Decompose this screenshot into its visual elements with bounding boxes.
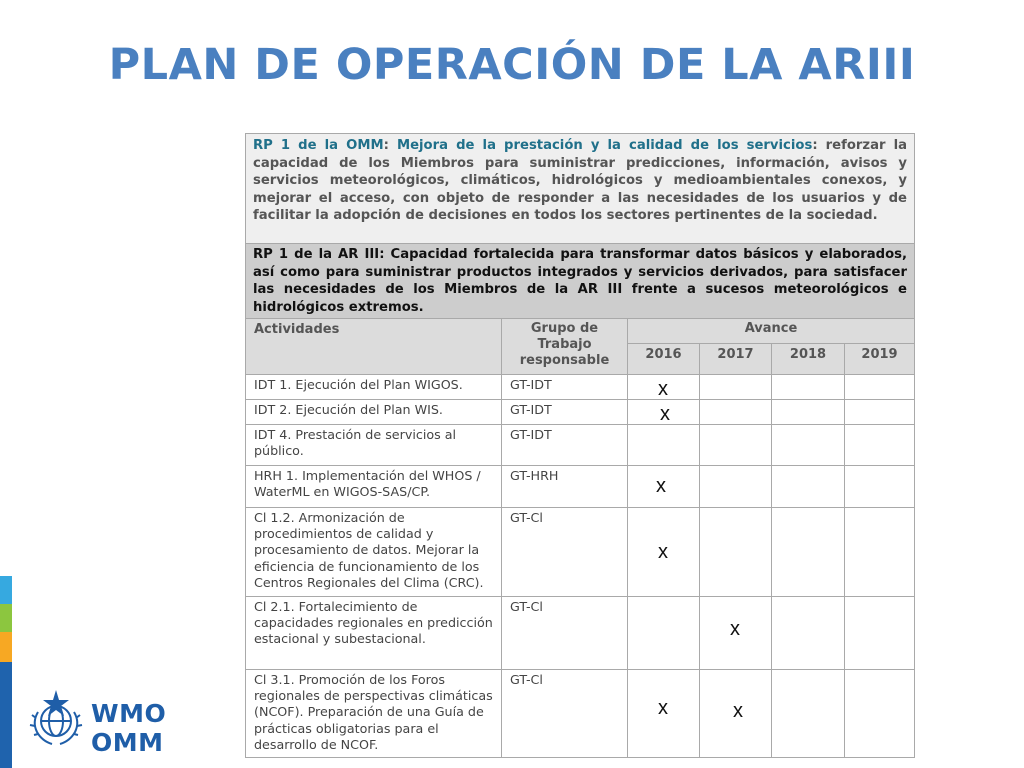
header-row-1 [246,319,915,344]
year-cell [845,670,915,758]
progress-mark: x [660,403,670,425]
progress-mark: x [658,378,668,400]
rp1-description: : reforzar la capacidad de los Miembros para suministrar predicciones, información, avisos y servicios meteorológicos, climáticos, hidrológicos y medioambientales conexos, y mejorar el acceso, con objeto de responder a las necesidades de los usuarios y de facilitar la adopción de decisiones en todos los sectores pertinentes de la sociedad. [253,138,907,223]
group-cell: GT-Cl [502,670,628,758]
group-cell: GT-IDT [502,375,628,400]
table-row [246,400,915,425]
year-cell [700,375,772,400]
year-cell [845,508,915,597]
group-cell: GT-IDT [502,400,628,425]
year-cell [628,400,700,425]
year-cell [772,425,845,466]
year-cell [845,466,915,508]
activity-cell: Cl 2.1. Fortalecimiento de capacidades regionales en predicción estacional y subestacional. [246,597,502,670]
header-activities: Actividades [246,319,502,375]
year-cell [700,425,772,466]
year-cell [700,400,772,425]
table-row [246,508,915,597]
table-row [246,466,915,508]
table-row [246,597,915,670]
year-cell [700,597,772,670]
table-row [246,375,915,400]
header-group: Grupo de Trabajo responsable [502,319,628,375]
activity-cell: Cl 3.1. Promoción de los Foros regionales de perspectivas climáticas (NCOF). Preparación de una Guía de prácticas obligatorias para el desarrollo de NCOF. [246,670,502,758]
year-cell [700,466,772,508]
year-cell [628,670,700,758]
group-cell: GT-IDT [502,425,628,466]
slide-title: PLAN DE OPERACIÓN DE LA ARIII [108,40,916,90]
year-cell [772,375,845,400]
progress-mark: x [730,618,740,640]
rp1-omm-cell [246,134,915,244]
progress-mark: x [658,541,668,563]
logo-text: WMO OMM [91,699,167,757]
year-cell [845,375,915,400]
year-cell [845,400,915,425]
year-cell [628,375,700,400]
rp1-lead: RP 1 de la OMM [253,138,384,153]
year-cell [628,466,700,508]
header-year: 2019 [845,344,915,375]
year-cell [772,597,845,670]
group-cell: GT-HRH [502,466,628,508]
operation-plan-table [245,133,915,758]
group-cell: GT-Cl [502,597,628,670]
header-year: 2017 [700,344,772,375]
rp1-colon: : [383,138,397,153]
header-year: 2016 [628,344,700,375]
year-cell [845,597,915,670]
year-cell [772,400,845,425]
year-cell [628,597,700,670]
activity-cell: IDT 2. Ejecución del Plan WIS. [246,400,502,425]
activity-cell: IDT 4. Prestación de servicios al público. [246,425,502,466]
wmo-logo [28,688,228,757]
year-cell [772,670,845,758]
table-row [246,425,915,466]
year-cell [700,508,772,597]
year-cell [845,425,915,466]
year-cell [628,508,700,597]
rp1-ar3-row [246,244,915,319]
accent-strip-blue [0,662,12,768]
activity-cell: IDT 1. Ejecución del Plan WIGOS. [246,375,502,400]
rp1-ar3-cell: RP 1 de la AR III: Capacidad fortalecida para transformar datos básicos y elaborados, así como para suministrar productos integrados y servicios derivados, para satisfacer las necesidades de los Miembros de la AR III frente a sucesos meteorológicos e hidrológicos extremos. [246,244,915,319]
year-cell [628,425,700,466]
year-cell [700,670,772,758]
accent-strip-cyan [0,576,12,604]
year-cell [772,508,845,597]
progress-mark: x [733,700,743,722]
activity-cell: HRH 1. Implementación del WHOS / WaterML en WIGOS-SAS/CP. [246,466,502,508]
header-year: 2018 [772,344,845,375]
activity-cell: Cl 1.2. Armonización de procedimientos de calidad y procesamiento de datos. Mejorar la eficiencia de funcionamiento de los Centros Regionales del Clima (CRC). [246,508,502,597]
progress-mark: x [656,475,666,497]
table-row [246,670,915,758]
accent-strip-orange [0,632,12,662]
progress-mark: x [658,697,668,719]
wmo-emblem-icon [28,688,84,748]
accent-strip-green [0,604,12,632]
year-cell [772,466,845,508]
rp1-omm-row [246,134,915,244]
header-progress: Avance [628,319,915,344]
rp1-emphasis: Mejora de la prestación y la calidad de los servicios [396,138,813,153]
group-cell: GT-Cl [502,508,628,597]
